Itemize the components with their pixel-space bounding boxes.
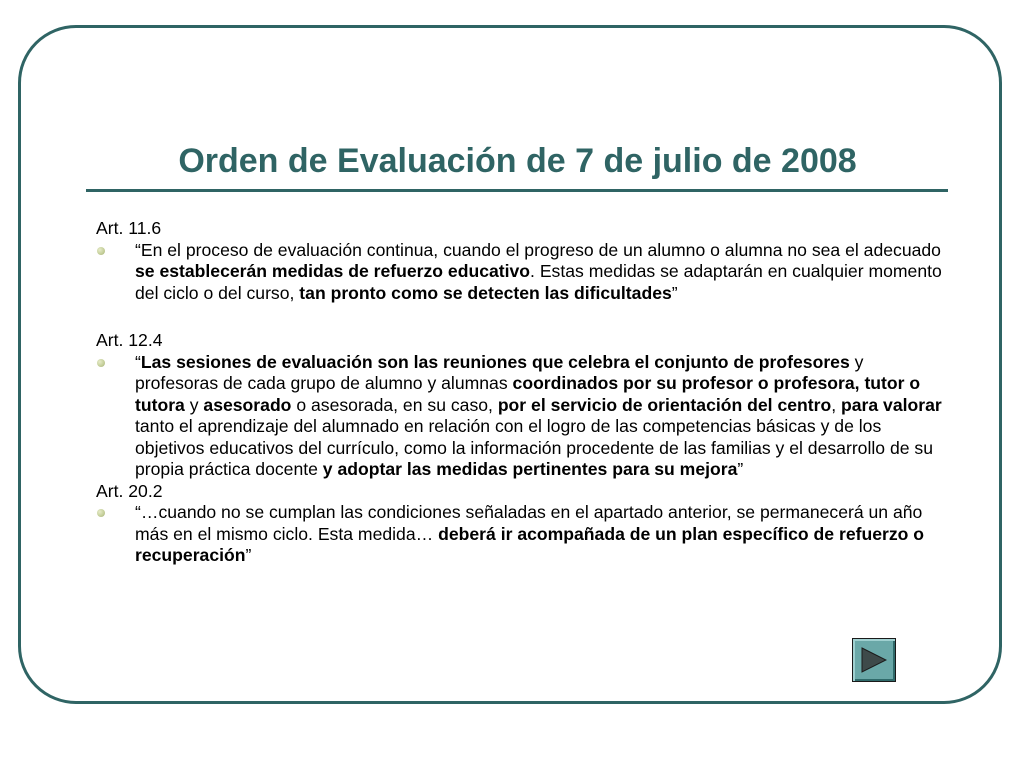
- quote-run: ”: [245, 545, 252, 565]
- slide-body: [96, 218, 946, 567]
- quote-run: y profesoras de cada grupo de alumno y alumnas: [135, 351, 864, 393]
- quote-run: y: [184, 394, 204, 415]
- article-label-11-6: Art. 11.6: [96, 218, 162, 238]
- bullet-icon: [97, 509, 105, 517]
- quote-bold-run: Las sesiones de evaluación son las reuniones que celebra el conjunto de profesores: [140, 351, 850, 372]
- quote-run: ”: [737, 459, 744, 479]
- quote-item-12-4: [96, 352, 946, 481]
- quote-bold-run: se establecerán medidas de refuerzo educativo: [135, 261, 531, 281]
- quote-item-11-6: [96, 240, 946, 305]
- quote-bold-run: deberá ir acompañada de un plan específico de refuerzo o recuperación: [135, 523, 925, 565]
- quote-run: “: [135, 351, 141, 372]
- quote-run: ,: [831, 394, 841, 415]
- quote-text: [135, 352, 942, 480]
- quote-run: ”: [671, 282, 678, 303]
- quote-text: [135, 240, 942, 303]
- quote-run: . Estas medidas se adaptarán en cualquier momento del ciclo o del curso,: [135, 261, 942, 303]
- next-slide-button[interactable]: [852, 638, 896, 682]
- title-underline: [86, 189, 948, 192]
- quote-run: o asesorada, en su caso,: [291, 394, 498, 415]
- quote-bold-run: y adoptar las medidas pertinentes para su mejora: [322, 459, 738, 479]
- quote-item-20-2: [96, 502, 946, 567]
- article-label-20-2: Art. 20.2: [96, 480, 163, 501]
- bullet-icon: [97, 359, 105, 367]
- quote-run: “…cuando no se cumplan las condiciones señaladas en el apartado anterior, se permanecerá un año más en el mismo ciclo. Esta medida…: [135, 502, 923, 544]
- quote-run: tanto el aprendizaje del alumnado en relación con el logro de las competencias básicas y de los objetivos educativos del currículo, como la información procedente de las familias y el desarrollo de su propia práctica docente: [135, 416, 933, 479]
- quote-bold-run: asesorado: [203, 394, 292, 415]
- quote-run: “En el proceso de evaluación continua, cuando el progreso de un alumno o alumna no sea el adecuado: [135, 239, 941, 260]
- bullet-icon: [97, 247, 105, 255]
- slide-title: Orden de Evaluación de 7 de julio de 2008: [178, 142, 857, 180]
- play-triangle-icon: [861, 647, 887, 673]
- article-label-12-4: Art. 12.4: [96, 330, 163, 350]
- quote-bold-run: tan pronto como se detecten las dificultades: [299, 282, 672, 303]
- quote-text: [135, 502, 924, 565]
- quote-bold-run: para valorar: [841, 394, 942, 415]
- quote-bold-run: por el servicio de orientación del centro: [497, 394, 832, 415]
- quote-bold-run: coordinados por su profesor o profesora, tutor o tutora: [135, 373, 921, 415]
